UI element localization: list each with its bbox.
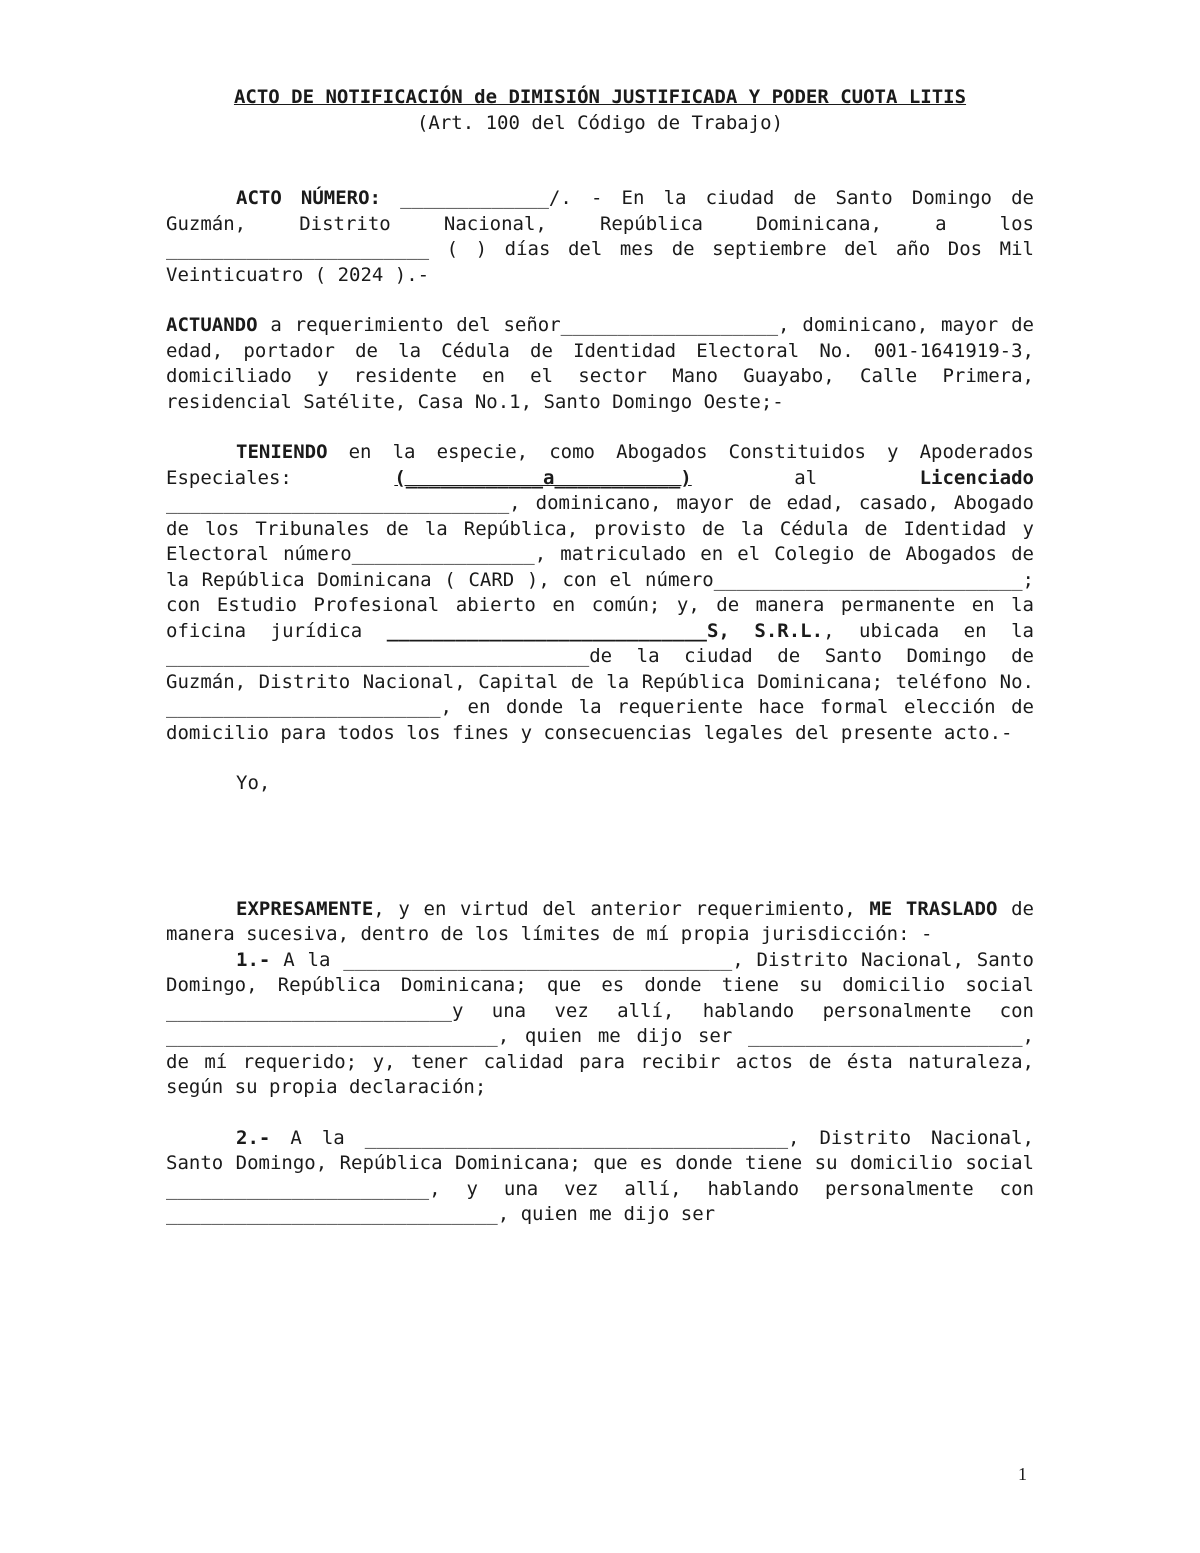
- expresamente-text-1: , y en virtud del anterior requerimiento,: [373, 897, 870, 920]
- document-title: ACTO DE NOTIFICACIÓN de DIMISIÓN JUSTIFICADA Y PODER CUOTA LITIS: [233, 86, 967, 108]
- teniendo-bracket: (____________a___________): [394, 466, 692, 489]
- teniendo-text-1: en la especie, como Abogados Constituidos y Apoderados Especiales:: [166, 441, 1034, 489]
- firm-name: ____________________________S, S.R.L.: [386, 619, 824, 642]
- expresamente-label: EXPRESAMENTE: [236, 897, 374, 920]
- actuando-text: a requerimiento del señor___________________, dominicano, mayor de edad, portador de la Cédula de Identidad Electoral No. 001-1641919-3, domiciliado y residente en el sector Mano Guayabo, Calle Primera, residencial Satélite, Casa No.1, Santo Domingo Oeste;-: [166, 314, 1034, 413]
- item-1-text: A la __________________________________, Distrito Nacional, Santo Domingo, República Dominicana; que es donde tiene su domicilio social _________________________y una vez allí, hablando personalmente con _____________________________, quien me dijo ser ________________________, de mí requerido; y, tener calidad para recibir actos de ésta naturaleza, según su propia declaración;: [166, 948, 1034, 1098]
- teniendo-paragraph: [166, 440, 1034, 746]
- item-1-paragraph: [166, 948, 1034, 1101]
- item-1-number: 1.-: [236, 948, 271, 971]
- me-traslado-label: ME TRASLADO: [869, 897, 998, 920]
- actuando-label: ACTUANDO: [166, 314, 258, 336]
- item-2-paragraph: [166, 1126, 1034, 1228]
- acto-numero-label: ACTO NÚMERO:: [236, 187, 382, 209]
- expresamente-text-2: de manera sucesiva, dentro de los límites de mí propia jurisdicción: -: [166, 897, 1034, 945]
- teniendo-label: TENIENDO: [236, 441, 328, 463]
- actuando-paragraph: [166, 313, 1034, 415]
- teniendo-text-2: al: [691, 466, 920, 489]
- document-page: [166, 84, 1034, 1228]
- teniendo-text-4: , ubicada en la _____________________________________de la ciudad de Santo Domingo de Guzmán, Distrito Nacional, Capital de la República Dominicana; teléfono No. ________________________, en donde la requeriente hace formal elección de domicilio para todos los fines y consecuencias legales del presente acto.-: [166, 619, 1034, 744]
- yo-paragraph: Yo,: [236, 772, 271, 794]
- acto-numero-text: _____________/. - En la ciudad de Santo Domingo de Guzmán, Distrito Nacional, República Dominicana, a los _______________________ ( ) días del mes de septiembre del año Dos Mil Veinticuatro ( 2024 ).-: [166, 187, 1034, 286]
- item-2-number: 2.-: [236, 1126, 271, 1149]
- item-2-text: A la _____________________________________, Distrito Nacional, Santo Domingo, República Dominicana; que es donde tiene su domicilio social _______________________, y una vez allí, hablando personalmente con _____________________________, quien me dijo ser: [166, 1126, 1034, 1225]
- document-subtitle: (Art. 100 del Código de Trabajo): [416, 112, 784, 134]
- acto-numero-paragraph: [166, 186, 1034, 288]
- licenciado-label: Licenciado: [919, 466, 1034, 489]
- page-number: 1: [1018, 1464, 1027, 1484]
- teniendo-text-3: ______________________________, dominicano, mayor de edad, casado, Abogado de los Tribunales de la República, provisto de la Cédula de Identidad y Electoral número________________, matriculado en el Colegio de Abogados de la República Dominicana ( CARD ), con el número___________________________; con Estudio Profesional abierto en común; y, de manera permanente en la oficina jurídica: [166, 492, 1034, 642]
- expresamente-paragraph: [166, 897, 1034, 948]
